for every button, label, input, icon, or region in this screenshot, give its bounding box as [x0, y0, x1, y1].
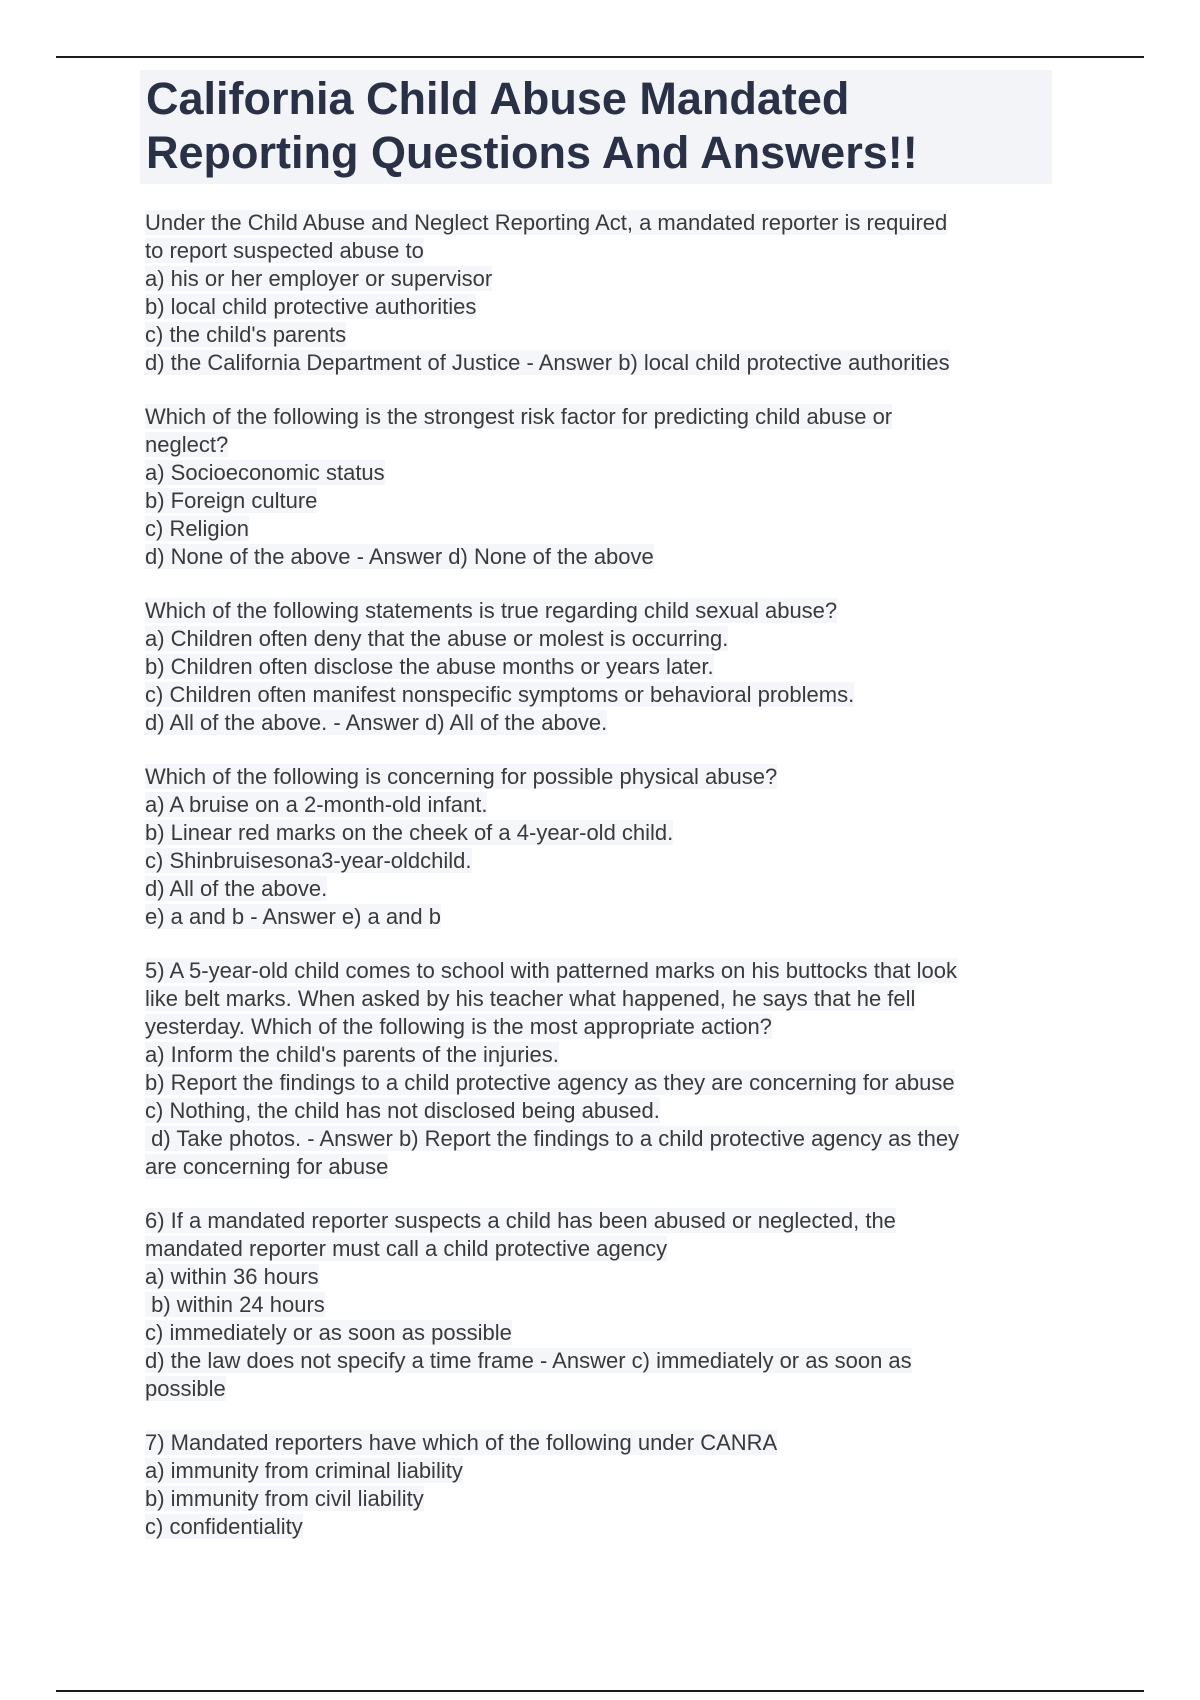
qa-line	[145, 1235, 1050, 1263]
qa-line-text: d) All of the above. - Answer d) All of the above.	[145, 710, 608, 735]
qa-line	[145, 681, 1050, 709]
qa-line	[145, 1097, 1050, 1125]
qa-line	[145, 791, 1050, 819]
qa-line-text: mandated reporter must call a child protective agency	[145, 1236, 668, 1261]
qa-line-text: d) the law does not specify a time frame - Answer c) immediately or as soon as	[145, 1348, 912, 1373]
qa-line-text: to report suspected abuse to	[145, 238, 424, 263]
qa-line	[145, 903, 1050, 931]
qa-line-text: yesterday. Which of the following is the most appropriate action?	[145, 1014, 772, 1039]
qa-line	[145, 487, 1050, 515]
qa-line-text: a) Socioeconomic status	[145, 460, 385, 485]
qa-line-text: d) the California Department of Justice - Answer b) local child protective authorities	[145, 350, 950, 375]
qa-line-text: e) a and b - Answer e) a and b	[145, 904, 441, 929]
qa-line-text: c) Religion	[145, 516, 249, 541]
qa-line	[145, 431, 1050, 459]
qa-line-text: Which of the following is concerning for possible physical abuse?	[145, 764, 778, 789]
qa-line-text: c) Nothing, the child has not disclosed being abused.	[145, 1098, 660, 1123]
page-title: California Child Abuse Mandated Reporting Questions And Answers!!	[146, 73, 918, 178]
qa-line-text: c) Shinbruisesona3-year-oldchild.	[145, 848, 472, 873]
qa-line-text: a) within 36 hours	[145, 1264, 319, 1289]
qa-line-text: b) within 24 hours	[145, 1292, 325, 1317]
qa-block-1	[145, 209, 1050, 377]
qa-block-3	[145, 597, 1050, 737]
qa-line	[145, 763, 1050, 791]
qa-line	[145, 321, 1050, 349]
qa-line	[145, 1319, 1050, 1347]
qa-line	[145, 625, 1050, 653]
qa-line-text: 5) A 5-year-old child comes to school with patterned marks on his buttocks that look	[145, 958, 957, 983]
qa-line-text: a) Children often deny that the abuse or molest is occurring.	[145, 626, 729, 651]
qa-line-text: are concerning for abuse	[145, 1154, 389, 1179]
qa-line-text: Under the Child Abuse and Neglect Reporting Act, a mandated reporter is required	[145, 210, 948, 235]
qa-block-7	[145, 1429, 1050, 1541]
qa-line	[145, 1125, 1050, 1153]
qa-line	[145, 875, 1050, 903]
qa-line	[145, 1513, 1050, 1541]
qa-line	[145, 1375, 1050, 1403]
qa-line	[145, 459, 1050, 487]
qa-line-text: a) Inform the child's parents of the injuries.	[145, 1042, 559, 1067]
qa-line	[145, 847, 1050, 875]
qa-line-text: c) the child's parents	[145, 322, 347, 347]
qa-line-text: b) Foreign culture	[145, 488, 318, 513]
qa-line	[145, 515, 1050, 543]
qa-line	[145, 209, 1050, 237]
qa-line	[145, 1207, 1050, 1235]
qa-line-text: a) immunity from criminal liability	[145, 1458, 463, 1483]
qa-line-text: b) local child protective authorities	[145, 294, 477, 319]
qa-line	[145, 957, 1050, 985]
qa-line	[145, 1429, 1050, 1457]
qa-line	[145, 709, 1050, 737]
qa-line-text: neglect?	[145, 432, 229, 457]
qa-line-text: d) Take photos. - Answer b) Report the findings to a child protective agency as they	[145, 1126, 960, 1151]
qa-line-text: b) Linear red marks on the cheek of a 4-year-old child.	[145, 820, 674, 845]
qa-line-text: d) None of the above - Answer d) None of the above	[145, 544, 654, 569]
qa-line	[145, 265, 1050, 293]
bottom-rule	[56, 1690, 1144, 1692]
title-box	[140, 70, 1052, 184]
qa-line	[145, 1153, 1050, 1181]
qa-line	[145, 1457, 1050, 1485]
qa-line	[145, 237, 1050, 265]
qa-line	[145, 1041, 1050, 1069]
qa-line-text: b) Children often disclose the abuse months or years later.	[145, 654, 714, 679]
qa-line-text: c) confidentiality	[145, 1514, 303, 1539]
qa-line-text: b) Report the findings to a child protective agency as they are concerning for abuse	[145, 1070, 955, 1095]
qa-block-5	[145, 957, 1050, 1181]
qa-line-text: like belt marks. When asked by his teacher what happened, he says that he fell	[145, 986, 916, 1011]
qa-line	[145, 1013, 1050, 1041]
qa-line-text: Which of the following statements is true regarding child sexual abuse?	[145, 598, 838, 623]
qa-line-text: a) his or her employer or supervisor	[145, 266, 493, 291]
qa-line-text: 6) If a mandated reporter suspects a child has been abused or neglected, the	[145, 1208, 896, 1233]
qa-line	[145, 1291, 1050, 1319]
qa-block-2	[145, 403, 1050, 571]
qa-line	[145, 349, 1050, 377]
qa-line	[145, 985, 1050, 1013]
qa-line	[145, 597, 1050, 625]
qa-line-text: c) Children often manifest nonspecific symptoms or behavioral problems.	[145, 682, 855, 707]
qa-line	[145, 1347, 1050, 1375]
qa-block-6	[145, 1207, 1050, 1403]
qa-line-text: d) All of the above.	[145, 876, 328, 901]
top-rule	[56, 56, 1144, 58]
qa-line	[145, 819, 1050, 847]
qa-block-4	[145, 763, 1050, 931]
qa-line	[145, 543, 1050, 571]
qa-line	[145, 653, 1050, 681]
qa-line	[145, 1485, 1050, 1513]
qa-line	[145, 293, 1050, 321]
qa-line-text: c) immediately or as soon as possible	[145, 1320, 512, 1345]
qa-line-text: 7) Mandated reporters have which of the following under CANRA	[145, 1430, 778, 1455]
qa-line	[145, 403, 1050, 431]
qa-line	[145, 1263, 1050, 1291]
qa-line-text: b) immunity from civil liability	[145, 1486, 424, 1511]
qa-line-text: Which of the following is the strongest risk factor for predicting child abuse or	[145, 404, 893, 429]
qa-line-text: a) A bruise on a 2-month-old infant.	[145, 792, 488, 817]
qa-line-text: possible	[145, 1376, 226, 1401]
qa-line	[145, 1069, 1050, 1097]
qa-content	[145, 209, 1050, 1567]
